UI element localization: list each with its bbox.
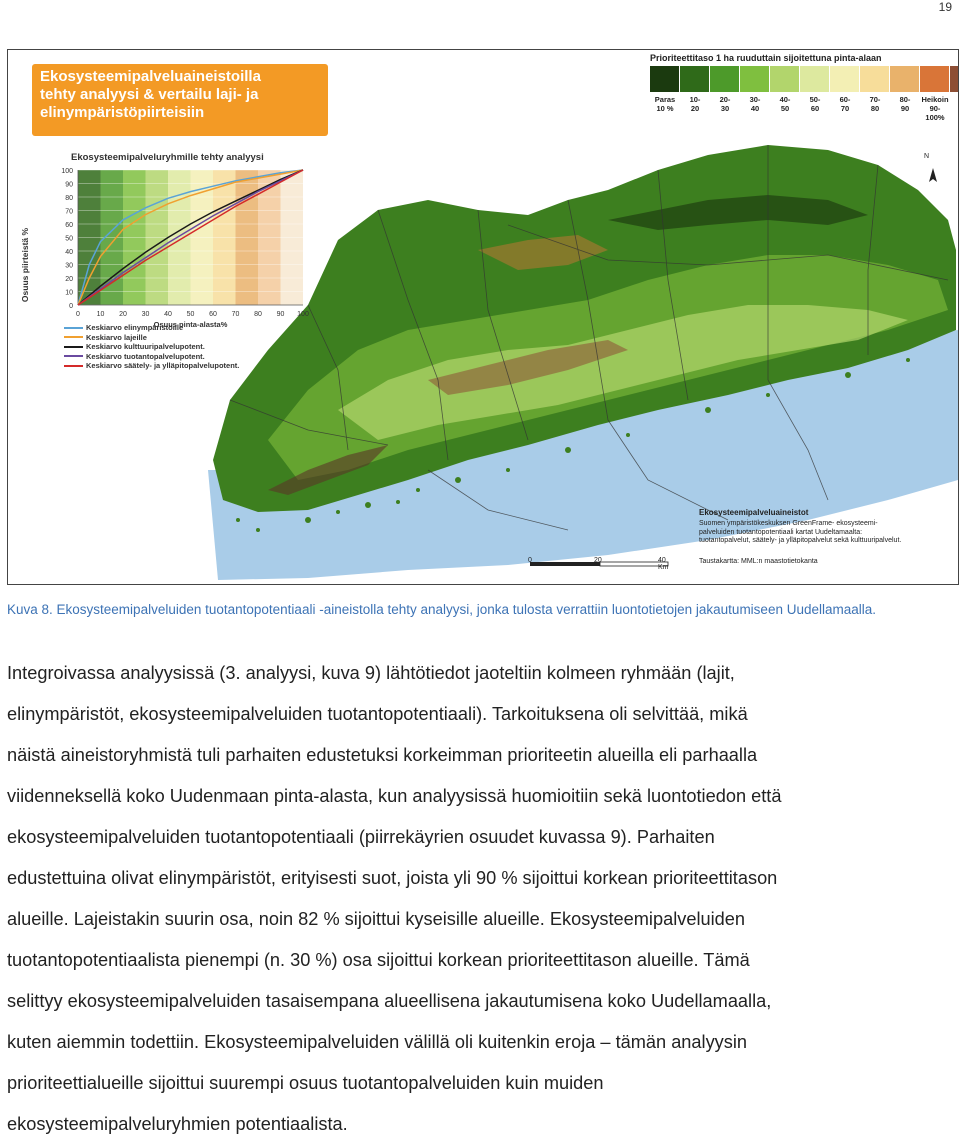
priority-label-line: 40- <box>779 95 791 104</box>
x-tick-label: 70 <box>231 311 240 318</box>
priority-label-line: 60 <box>810 104 820 113</box>
priority-swatch <box>950 66 959 92</box>
legend-item <box>64 361 239 371</box>
body-line: edustettuina olivat elinympäristöt, erityisesti suot, joista yli 90 % sijoittui korkean prioriteettitason <box>7 868 778 888</box>
legend-label: Keskiarvo tuotantopalvelupotent. <box>86 351 205 361</box>
map-legend-title: Ekosysteemipalveluaineistot <box>699 508 809 517</box>
x-tick-label: 40 <box>164 311 172 318</box>
priority-label-line: 10 % <box>656 104 674 113</box>
body-line: näistä aineistoryhmistä tuli parhaiten edustetuksi korkeimman prioriteetin alueilla eli parhaalla <box>7 745 758 765</box>
north-arrow <box>929 168 937 182</box>
body-line: viidenneksellä koko Uudenmaan pinta-alasta, kun analyysissä huomioitiin sekä luontotiedon että <box>7 786 782 806</box>
y-tick-label: 70 <box>65 208 73 216</box>
priority-label-line: 90 <box>900 104 910 113</box>
legend-item <box>64 342 239 352</box>
priority-label <box>710 95 740 122</box>
body-line: selittyy ekosysteemipalveluiden tasaisempana alueellisena jakautumisena koko Uudellamaalla, <box>7 991 772 1011</box>
cumulative-chart <box>8 50 328 333</box>
body-line: alueille. Lajeistakin suurin osa, noin 82 % sijoittui kyseisille alueille. Ekosysteemipalveluiden <box>7 909 745 929</box>
chart-ylabel: Osuus piirteistä % <box>20 227 31 303</box>
y-tick-label: 90 <box>65 181 73 189</box>
priority-label-line: Heikoin <box>921 95 949 104</box>
priority-label <box>830 95 860 122</box>
x-tick-label: 0 <box>76 311 80 318</box>
priority-swatch <box>830 66 859 92</box>
body-line: ekosysteemipalveluryhmien potentiaalista. <box>7 1114 348 1134</box>
body-paragraph <box>7 653 932 1145</box>
priority-swatch <box>800 66 829 92</box>
banner-line: elinympäristöpiirteisiin <box>40 104 205 121</box>
x-tick-label: 50 <box>186 311 195 318</box>
priority-color-bar <box>650 66 959 92</box>
priority-label-line: 20- <box>719 95 731 104</box>
legend-label: Keskiarvo kulttuuripalvelupotent. <box>86 342 205 352</box>
priority-label-line: 30- <box>749 95 761 104</box>
legend-swatch <box>64 346 83 348</box>
priority-label-line: 70 <box>840 104 850 113</box>
scale-label-40: 40 Km <box>658 557 669 571</box>
legend-item <box>64 333 239 343</box>
y-tick-label: 60 <box>65 222 73 229</box>
x-tick-label: 80 <box>254 311 262 318</box>
y-tick-label: 100 <box>61 168 73 175</box>
legend-swatch <box>64 365 83 367</box>
priority-swatch <box>680 66 709 92</box>
body-line: ekosysteemipalveluiden tuotantopotentiaali (piirrekäyrien osuudet kuvassa 9). Parhaiten <box>7 827 715 847</box>
priority-swatch <box>770 66 799 92</box>
map-legend <box>699 508 949 565</box>
x-tick-label: 60 <box>209 311 217 318</box>
body-line: elinympäristöt, ekosysteemipalveluiden tuotantopotentiaali). Tarkoituksena oli selvittää, mikä <box>7 704 748 724</box>
priority-label-line: 50 <box>780 104 790 113</box>
priority-label-line: 90-100% <box>925 104 945 122</box>
priority-label-line: 70- <box>869 95 881 104</box>
y-tick-label: 20 <box>65 276 73 283</box>
scale-label-0: 0 <box>528 557 532 564</box>
y-tick-label: 40 <box>65 249 73 256</box>
page-number: 19 <box>938 0 952 14</box>
legend-swatch <box>64 355 83 357</box>
map-legend-line: tuotantopalvelut, säätely- ja ylläpitopalvelut sekä kulttuuripalvelut. <box>699 537 902 544</box>
legend-swatch <box>64 327 83 329</box>
priority-legend-title: Prioriteettitaso 1 ha ruuduttain sijoitettuna pinta-alaan <box>650 53 882 63</box>
priority-label <box>740 95 770 122</box>
priority-label <box>860 95 890 122</box>
priority-label-line: 30 <box>720 104 730 113</box>
map-legend-line: palveluiden tuotantopotentiaali kartat Uudeltamaalta: <box>699 528 863 536</box>
scale-label-20: 20 <box>594 557 602 564</box>
priority-label-line: 80- <box>899 95 911 104</box>
priority-label-line: 60- <box>839 95 851 104</box>
x-tick-label: 100 <box>297 311 309 318</box>
priority-label <box>680 95 710 122</box>
body-line: kuten aiemmin todettiin. Ekosysteemipalveluiden välillä oli kuitenkin eroja – tämän analyysin <box>7 1032 748 1052</box>
map-legend-description <box>699 520 949 546</box>
y-tick-label: 30 <box>65 262 73 270</box>
priority-label <box>770 95 800 122</box>
priority-swatch <box>920 66 949 92</box>
body-line: Integroivassa analyysissä (3. analyysi, kuva 9) lähtötiedot jaoteltiin kolmeen ryhmään (lajit, <box>7 663 735 683</box>
north-label: N <box>924 153 930 160</box>
figure-map <box>7 49 959 585</box>
x-tick-label: 90 <box>276 311 285 318</box>
y-tick-label: 10 <box>65 289 73 297</box>
priority-swatch <box>860 66 889 92</box>
priority-label-line: 50- <box>809 95 821 104</box>
legend-label: Keskiarvo lajeille <box>86 332 147 342</box>
banner-line: Ekosysteemipalveluaineistoilla <box>40 68 261 85</box>
legend-label: Keskiarvo säätely- ja ylläpitopalvelupotent. <box>86 361 240 371</box>
body-line: prioriteettialueille sijoittui suurempi osuus tuotantopalveluiden kuin muiden <box>7 1073 604 1093</box>
priority-label-line: 20 <box>690 104 700 113</box>
x-axis-label: Osuus pinta-alasta% <box>153 320 228 329</box>
priority-label-line: 40 <box>750 104 760 113</box>
priority-label <box>650 95 680 122</box>
map-legend-line: Suomen ympäristökeskuksen GreenFrame- ekosysteemi- <box>699 520 878 527</box>
priority-label-line: 10- <box>689 95 701 104</box>
legend-item <box>64 323 239 333</box>
x-tick-label: 20 <box>119 311 127 318</box>
priority-label <box>920 95 950 122</box>
banner-line: tehty analyysi & vertailu laji- ja <box>40 86 259 103</box>
chart-title: Ekosysteemipalveluryhmille tehty analyysi <box>71 152 264 163</box>
scale-labels <box>526 557 676 580</box>
legend-swatch <box>64 336 83 338</box>
priority-labels <box>650 95 950 122</box>
y-tick-label: 80 <box>65 195 73 202</box>
legend-label: Keskiarvo elinympäristöille <box>86 323 184 333</box>
priority-swatch <box>710 66 739 92</box>
priority-label-line: 80 <box>870 104 880 113</box>
priority-label-line: Paras <box>654 95 676 104</box>
legend-item <box>64 352 239 362</box>
body-line: tuotantopotentiaalista pienempi (n. 30 %) osa sijoittui korkean prioriteettitason alueille. Tämä <box>7 950 750 970</box>
map-legend-source: Taustakartta: MML:n maastotietokanta <box>699 557 818 565</box>
priority-swatch <box>740 66 769 92</box>
priority-label <box>800 95 830 122</box>
y-tick-label: 50 <box>65 235 73 243</box>
priority-swatch <box>890 66 919 92</box>
priority-swatch <box>650 66 679 92</box>
x-tick-label: 30 <box>141 311 150 318</box>
figure-caption: Kuva 8. Ekosysteemipalveluiden tuotantopotentiaali -aineistolla tehty analyysi, jonka tulosta verrattiin luontotietojen jakautumiseen Uudellamaalla. <box>7 602 877 617</box>
chart-legend <box>64 323 239 371</box>
x-tick-label: 10 <box>96 311 105 318</box>
priority-label <box>890 95 920 122</box>
y-tick-label: 0 <box>69 303 73 310</box>
